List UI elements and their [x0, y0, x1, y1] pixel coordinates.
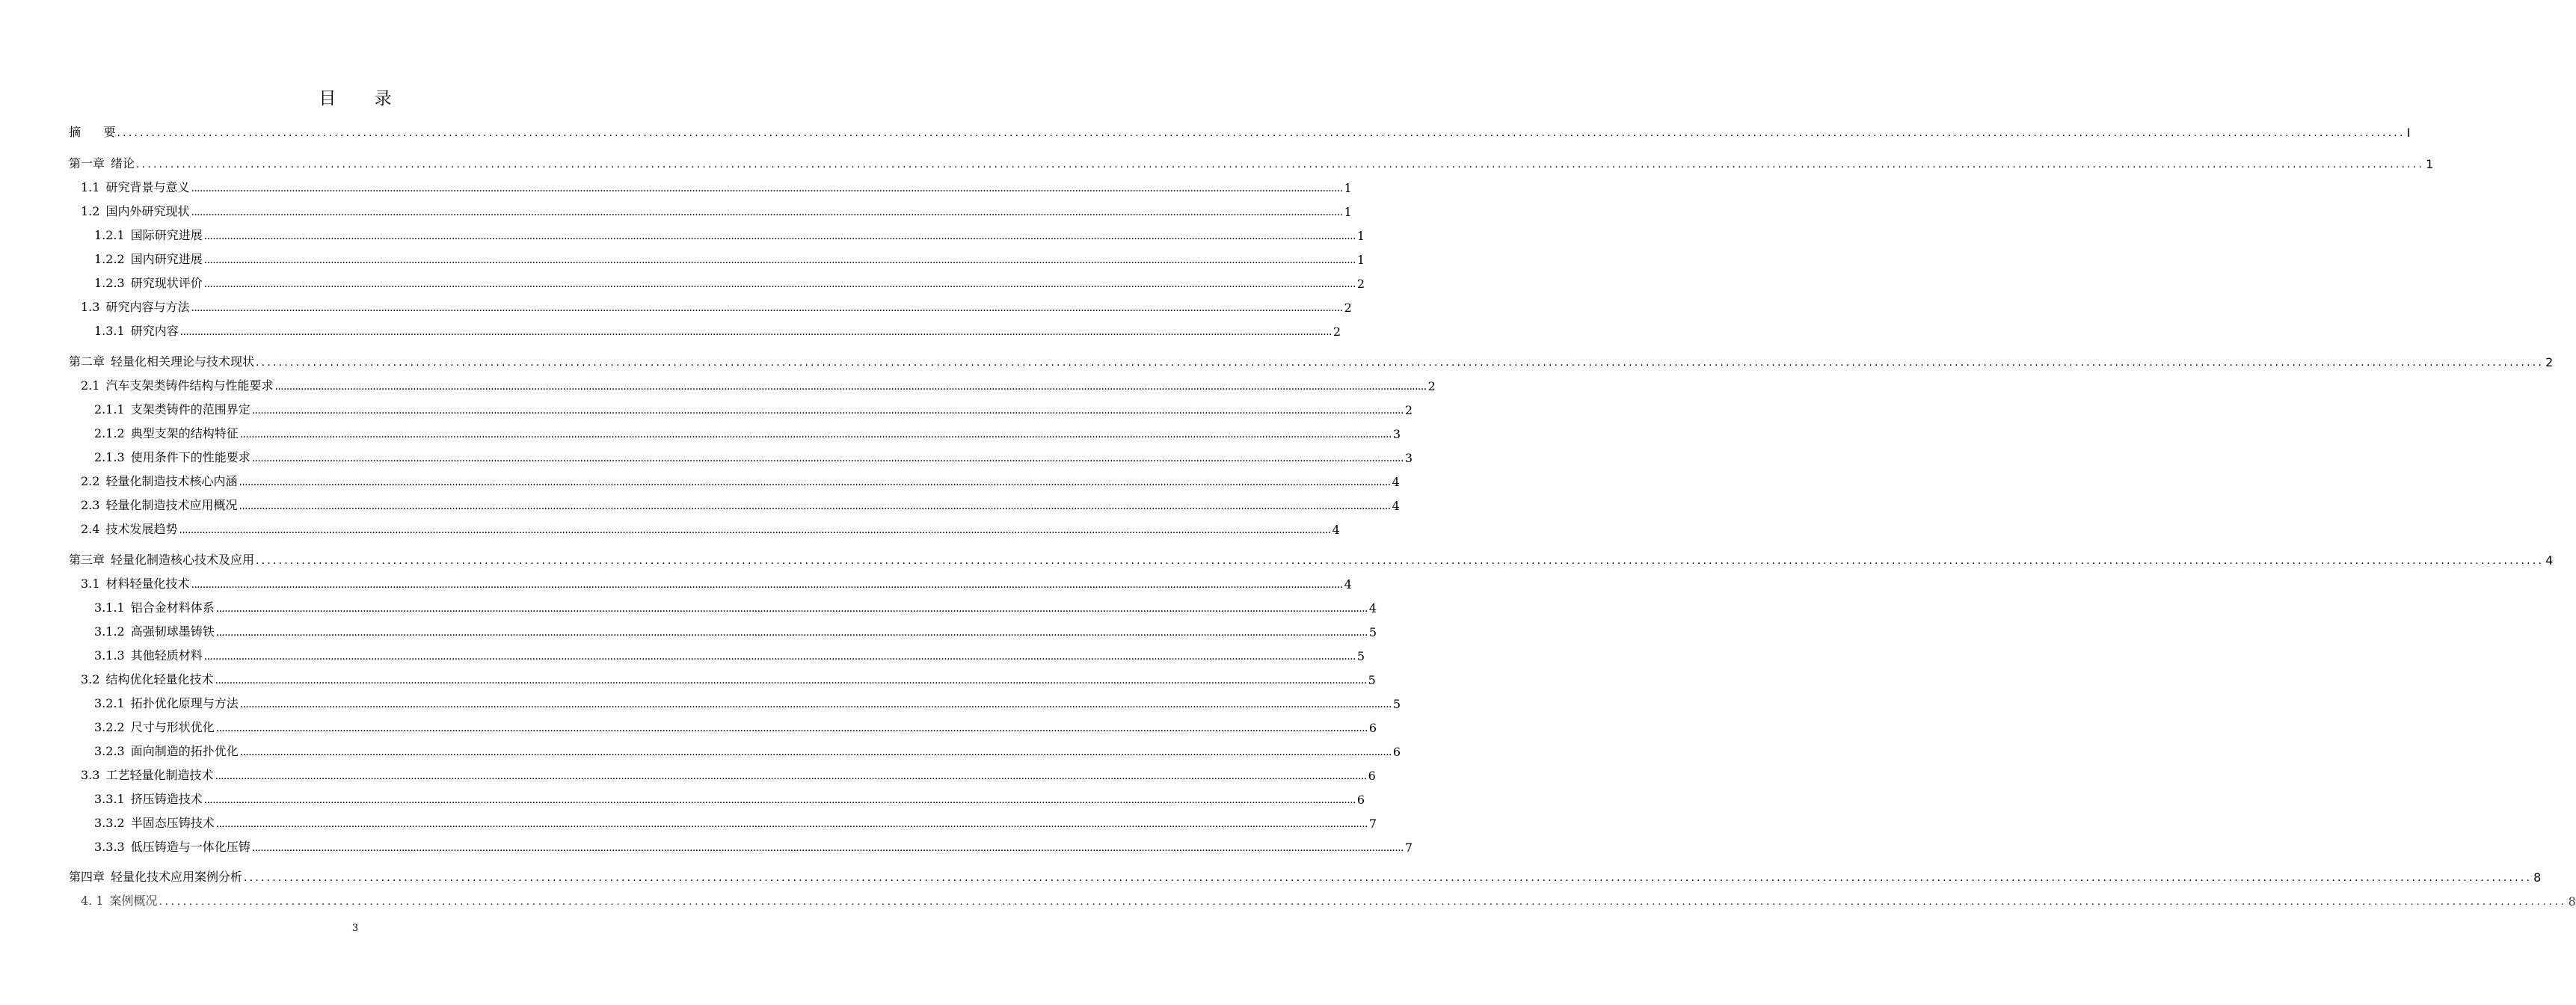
dot-leader: ................................................................................................................................................................................................................................................................................................................................................................................................................ [239, 476, 1391, 488]
toc-entry[interactable] [69, 597, 1377, 615]
toc-entry[interactable] [69, 550, 2554, 568]
dot-leader: ................................................................................................................................................................................................................................................................................................................................................................................................................ [239, 698, 1392, 710]
toc-entry[interactable] [69, 321, 1341, 339]
toc-entry-label [69, 376, 273, 393]
dot-leader: ................................................................................................................................................................................................................................................................................................................................................................................................................ [256, 357, 2545, 369]
toc-entry-number: 3.1.2 [94, 624, 125, 639]
toc-entry-label [69, 352, 254, 369]
dot-leader: ................................................................................................................................................................................................................................................................................................................................................................................................................ [191, 579, 1343, 591]
toc-entry-label [69, 646, 203, 663]
toc-entry[interactable] [69, 447, 1413, 465]
toc-entry[interactable] [69, 201, 1352, 219]
toc-entry-label [69, 472, 237, 489]
toc-entry-title: 国际研究进展 [130, 228, 203, 242]
toc-entry-label [69, 574, 189, 591]
toc-entry-label [69, 838, 250, 855]
dot-leader: ................................................................................................................................................................................................................................................................................................................................................................................................................ [136, 159, 2425, 170]
dot-leader: ................................................................................................................................................................................................................................................................................................................................................................................................................ [239, 428, 1392, 440]
dot-leader: ................................................................................................................................................................................................................................................................................................................................................................................................................ [274, 381, 1427, 393]
toc-entry-number: 1.2 [81, 204, 100, 218]
toc-entry-title: 研究背景与意义 [105, 180, 190, 194]
toc-entry-page-number: 5 [1368, 673, 1376, 687]
toc-entry-page-number: 1 [1356, 229, 1365, 243]
toc-entry-title: 轻量化制造核心技术及应用 [111, 553, 255, 567]
toc-entry-label [69, 550, 254, 568]
toc-entry-title: 研究现状评价 [130, 276, 203, 290]
toc-entry-number: 2.1 [81, 378, 100, 393]
toc-entry-page-number: 4 [1344, 577, 1352, 591]
dot-leader: ................................................................................................................................................................................................................................................................................................................................................................................................................ [203, 794, 1356, 806]
toc-entry[interactable] [69, 574, 1352, 591]
toc-entry-page-number: 4 [1392, 475, 1400, 489]
toc-entry-title: 国内研究进展 [130, 252, 203, 266]
toc-entry-number: 第一章 [69, 156, 105, 170]
toc-entry-number: 2.1.3 [94, 450, 125, 464]
toc-entry-label [69, 742, 239, 759]
dot-leader: ................................................................................................................................................................................................................................................................................................................................................................................................................ [203, 254, 1356, 266]
toc-entry-label [69, 123, 116, 140]
toc-entry-title: 摘 要 [69, 125, 116, 139]
toc-entry-title: 绪论 [111, 156, 135, 170]
dot-leader: ................................................................................................................................................................................................................................................................................................................................................................................................................ [191, 182, 1343, 194]
toc-entry-title: 轻量化技术应用案例分析 [111, 870, 243, 884]
toc-entry[interactable] [69, 621, 1377, 639]
toc-entry-label [69, 226, 203, 243]
dot-leader: ................................................................................................................................................................................................................................................................................................................................................................................................................ [239, 500, 1391, 512]
toc-entry-number: 1.2.1 [94, 228, 125, 242]
toc-entry-title: 其他轻质材料 [130, 648, 203, 663]
toc-entry-label [69, 622, 215, 639]
toc-entry-label [69, 274, 203, 291]
toc-entry-title: 研究内容 [130, 324, 179, 338]
toc-entry-page-number: 6 [1368, 769, 1376, 783]
toc-entry[interactable] [69, 399, 1413, 417]
toc-entry-page-number: 1 [1344, 205, 1352, 219]
toc-entry-number: 3.3 [81, 768, 100, 782]
toc-entry-title: 工艺轻量化制造技术 [105, 768, 214, 782]
dot-leader: ................................................................................................................................................................................................................................................................................................................................................................................................................ [215, 674, 1367, 686]
toc-entry[interactable] [69, 249, 1365, 267]
toc-entry[interactable] [69, 765, 1376, 783]
toc-entry-number: 1.2.2 [94, 252, 125, 266]
toc-entry[interactable] [69, 741, 1401, 759]
toc-entry-page-number: 5 [1356, 649, 1365, 663]
toc-entry-number: 1.3 [81, 300, 100, 314]
toc-entry-title: 案例概况 [109, 894, 158, 908]
toc-entry[interactable] [69, 471, 1400, 489]
toc-entry-number: 3.3.3 [94, 840, 125, 854]
toc-entry-number: 1.3.1 [94, 324, 125, 338]
dot-leader: ................................................................................................................................................................................................................................................................................................................................................................................................................ [215, 627, 1368, 639]
dot-leader: ................................................................................................................................................................................................................................................................................................................................................................................................................ [203, 278, 1356, 290]
toc-entry-title: 低压铸造与一体化压铸 [130, 840, 250, 854]
toc-entry-page-number: I [2406, 126, 2411, 140]
toc-entry-title: 汽车支架类铸件结构与性能要求 [105, 378, 274, 393]
toc-entry-page-number: 8 [2533, 870, 2542, 885]
toc-entry-page-number: 5 [1368, 625, 1377, 639]
toc-entry-page-number: 4 [1368, 601, 1377, 615]
toc-entry-number: 2.3 [81, 498, 100, 512]
toc-entry-label [69, 322, 179, 339]
toc-entry-label [69, 598, 215, 615]
toc-entry-number: 3.2 [81, 672, 100, 686]
toc-entry-number: 2.2 [81, 474, 100, 488]
toc-entry-title: 高强韧球墨铸铁 [130, 624, 215, 639]
toc-entry[interactable] [69, 789, 1365, 807]
toc-entry-page-number: 2 [1356, 277, 1365, 291]
toc-entry-label [69, 867, 242, 885]
dot-leader: ................................................................................................................................................................................................................................................................................................................................................................................................................ [256, 555, 2545, 567]
toc-entry-title: 面向制造的拓扑优化 [130, 744, 239, 758]
toc-entry-page-number: 6 [1392, 745, 1401, 759]
toc-entry-page-number: 2 [1404, 403, 1413, 417]
toc-entry[interactable] [69, 813, 1377, 831]
toc-entry-label [69, 400, 250, 417]
toc-entry-number: 1.1 [81, 180, 100, 194]
toc-entry-number: 2.4 [81, 522, 100, 536]
toc-entry-label [69, 790, 203, 807]
toc-entry-number: 3.1.1 [94, 600, 125, 615]
toc-entry-number: 第三章 [69, 553, 105, 567]
toc-entry-title: 结构优化轻量化技术 [105, 672, 214, 686]
dot-leader: ................................................................................................................................................................................................................................................................................................................................................................................................................ [179, 524, 1331, 536]
toc-entry-label [69, 424, 239, 441]
toc-title: 目 录 [319, 89, 408, 108]
toc-entry-label [69, 814, 215, 831]
toc-entry-label [69, 298, 189, 315]
dot-leader: ................................................................................................................................................................................................................................................................................................................................................................................................................ [251, 842, 1404, 854]
toc-entry-label [69, 718, 215, 735]
toc-entry-page-number: 1 [1356, 253, 1365, 267]
toc-entry-page-number: 6 [1368, 721, 1377, 735]
toc-entry-label [69, 766, 213, 783]
dot-leader: ................................................................................................................................................................................................................................................................................................................................................................................................................ [239, 746, 1392, 758]
toc-entry-title: 铝合金材料体系 [130, 600, 215, 615]
toc-entry-label [69, 178, 189, 195]
toc-entry-title: 研究内容与方法 [105, 300, 190, 314]
toc-entry-label [69, 250, 203, 267]
toc-entry-label [69, 448, 250, 465]
toc-entry[interactable] [69, 693, 1401, 711]
dot-leader: ................................................................................................................................................................................................................................................................................................................................................................................................................ [203, 651, 1356, 663]
toc-entry-label [69, 496, 237, 513]
dot-leader: ................................................................................................................................................................................................................................................................................................................................................................................................................ [215, 603, 1368, 615]
toc-entry-label [69, 670, 213, 687]
dot-leader: ................................................................................................................................................................................................................................................................................................................................................................................................................ [159, 896, 2567, 908]
toc-entry[interactable] [69, 351, 2554, 369]
toc-entry-title: 典型支架的结构特征 [130, 426, 239, 440]
page-number-footer: 3 [351, 923, 359, 934]
toc-entry-title: 轻量化制造技术核心内涵 [105, 474, 238, 488]
toc-entry-page-number: 1 [2426, 157, 2434, 171]
toc-entry-number: 3.2.1 [94, 696, 125, 710]
toc-entry-page-number: 2 [1344, 301, 1352, 315]
toc-entry-title: 尺寸与形状优化 [130, 720, 215, 734]
toc-entry-page-number: 2 [2545, 355, 2554, 369]
toc-entry[interactable] [69, 867, 2542, 885]
toc-entry[interactable] [69, 645, 1365, 663]
toc-entry-page-number: 5 [1392, 697, 1401, 711]
toc-entry-page-number: 2 [1332, 325, 1341, 339]
dot-leader: ................................................................................................................................................................................................................................................................................................................................................................................................................ [244, 872, 2533, 884]
toc-entry-number: 第四章 [69, 870, 105, 884]
toc-entry-label [69, 694, 239, 711]
toc-entry-title: 挤压铸造技术 [130, 792, 203, 806]
toc-entry[interactable] [69, 122, 2411, 140]
dot-leader: ................................................................................................................................................................................................................................................................................................................................................................................................................ [215, 722, 1368, 734]
toc-entry-page-number: 7 [1368, 817, 1377, 831]
toc-entry-page-number: 2 [1427, 379, 1436, 393]
toc-entry-title: 技术发展趋势 [105, 522, 178, 536]
toc-entry[interactable] [69, 519, 1340, 537]
toc-entry-title: 半固态压铸技术 [130, 816, 215, 830]
toc-entry[interactable] [69, 423, 1401, 441]
toc-entry-number: 3.1 [81, 577, 100, 591]
toc-entry-label [69, 520, 177, 537]
toc-entry-number: 3.3.1 [94, 792, 125, 806]
toc-entry-page-number: 3 [1404, 451, 1413, 465]
toc-entry-number: 1.2.3 [94, 276, 125, 290]
toc-entry-label [69, 891, 158, 909]
toc-entry-page-number: 4 [1332, 523, 1340, 537]
toc-entry[interactable] [69, 177, 1352, 195]
toc-entry[interactable] [69, 225, 1365, 243]
toc-entry-number: 3.2.2 [94, 720, 125, 734]
toc-entry-title: 使用条件下的性能要求 [130, 450, 250, 464]
dot-leader: ................................................................................................................................................................................................................................................................................................................................................................................................................ [203, 230, 1356, 242]
toc-entry-number: 3.1.3 [94, 648, 125, 663]
toc-entry-title: 轻量化制造技术应用概况 [105, 498, 238, 512]
toc-entry-page-number: 8 [2568, 894, 2576, 909]
toc-entry-number: 2.1.1 [94, 402, 125, 417]
toc-entry[interactable] [69, 273, 1365, 291]
toc-entry-page-number: 1 [1344, 181, 1352, 195]
toc-entry-page-number: 7 [1404, 840, 1413, 855]
dot-leader: ................................................................................................................................................................................................................................................................................................................................................................................................................ [191, 302, 1343, 314]
dot-leader: ................................................................................................................................................................................................................................................................................................................................................................................................................ [251, 452, 1404, 464]
dot-leader: ................................................................................................................................................................................................................................................................................................................................................................................................................ [191, 206, 1343, 218]
toc-entry-page-number: 6 [1356, 793, 1365, 807]
toc-entry-title: 材料轻量化技术 [105, 577, 190, 591]
toc-entry-label [69, 154, 135, 171]
toc-entry-title: 拓扑优化原理与方法 [130, 696, 239, 710]
toc-entry-number: 3.2.3 [94, 744, 125, 758]
dot-leader: ................................................................................................................................................................................................................................................................................................................................................................................................................ [215, 818, 1368, 830]
toc-entry-number: 3.3.2 [94, 816, 125, 830]
toc-entry[interactable] [69, 717, 1377, 735]
toc-entry-label [69, 202, 189, 219]
toc-entry-page-number: 4 [1392, 499, 1400, 513]
toc-entry[interactable] [69, 153, 2434, 171]
toc-entry[interactable] [69, 837, 1413, 855]
dot-leader: ................................................................................................................................................................................................................................................................................................................................................................................................................ [251, 405, 1404, 417]
toc-entry-title: 国内外研究现状 [105, 204, 190, 218]
toc-entry-number: 第二章 [69, 354, 105, 369]
toc-entry-page-number: 4 [2545, 553, 2554, 568]
toc-entry-number: 4. 1 [81, 894, 104, 908]
toc-entry[interactable] [69, 297, 1352, 315]
toc-entry-page-number: 3 [1392, 427, 1401, 441]
toc-entry-number: 2.1.2 [94, 426, 125, 440]
toc-entry-title: 轻量化相关理论与技术现状 [111, 354, 255, 369]
toc-entry[interactable] [69, 891, 2576, 909]
toc-entry[interactable] [69, 669, 1376, 687]
dot-leader: ................................................................................................................................................................................................................................................................................................................................................................................................................ [117, 127, 2406, 139]
toc-entry[interactable] [69, 495, 1400, 513]
dot-leader: ................................................................................................................................................................................................................................................................................................................................................................................................................ [215, 770, 1367, 782]
dot-leader: ................................................................................................................................................................................................................................................................................................................................................................................................................ [179, 326, 1332, 338]
toc-entry[interactable] [69, 375, 1436, 393]
toc-entry-title: 支架类铸件的范围界定 [130, 402, 250, 417]
